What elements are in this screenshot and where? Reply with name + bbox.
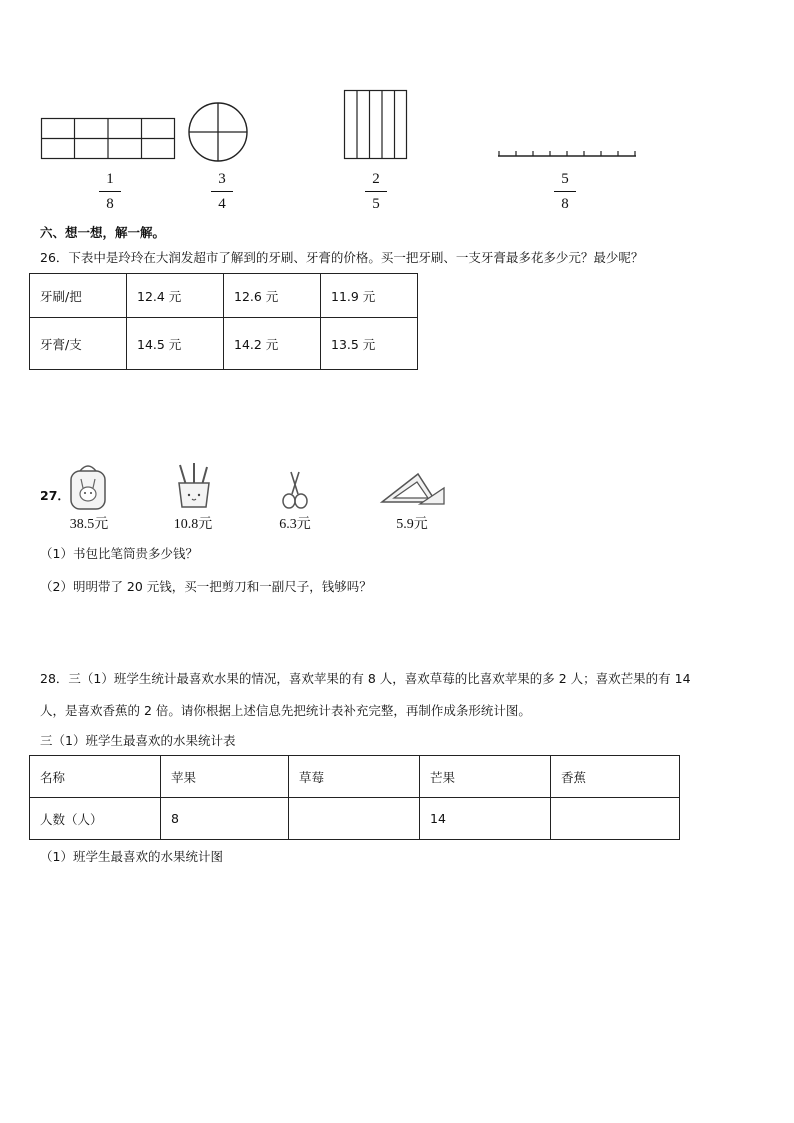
price-label: 5.9元 <box>396 517 428 532</box>
price-label: 38.5元 <box>69 517 109 532</box>
fruit-table <box>29 755 680 840</box>
question-27-sub1: （1）书包比笔筒贵多少钱？ <box>40 546 198 561</box>
price-cell: 11.9 元 <box>321 274 418 318</box>
circle-quarters-figure <box>188 102 248 162</box>
fraction-4 <box>550 170 580 213</box>
header-cell: 芒果 <box>420 756 551 798</box>
backpack-icon <box>66 463 110 511</box>
table-row <box>30 756 680 798</box>
segment-eighths-figure <box>498 148 638 160</box>
row-label: 牙刷/把 <box>30 274 127 318</box>
question-27-sub2: （2）明明带了 20 元钱，买一把剪刀和一副尺子，钱够吗？ <box>40 579 372 594</box>
fraction-2 <box>207 170 237 213</box>
numerator: 5 <box>561 171 569 187</box>
section-heading: 六、想一想，解一解。 <box>40 225 166 240</box>
price-table <box>29 273 418 370</box>
question-28-line2: 人，是喜欢香蕉的 2 倍。请你根据上述信息先把统计表补充完整，再制作成条形统计图。 <box>40 703 531 718</box>
fraction-1 <box>95 170 125 213</box>
price-cell: 13.5 元 <box>321 318 418 370</box>
count-cell: 14 <box>420 798 551 840</box>
denominator: 8 <box>106 196 114 212</box>
table-row <box>30 318 418 370</box>
price-cell: 14.5 元 <box>127 318 224 370</box>
chart-title: （1）班学生最喜欢的水果统计图 <box>40 849 223 864</box>
header-cell: 草莓 <box>289 756 420 798</box>
header-cell: 苹果 <box>161 756 289 798</box>
price-label: 10.8元 <box>173 517 213 532</box>
fraction-3 <box>361 170 391 213</box>
question-27-number: 27． <box>40 488 70 503</box>
numerator: 1 <box>106 171 114 187</box>
price-label: 6.3元 <box>279 517 311 532</box>
count-cell-blank[interactable] <box>289 798 420 840</box>
denominator: 5 <box>372 196 380 212</box>
numerator: 3 <box>218 171 226 187</box>
header-cell: 名称 <box>30 756 161 798</box>
table-row <box>30 798 680 840</box>
pencil-holder-icon <box>174 461 214 509</box>
denominator: 8 <box>561 196 569 212</box>
row-label: 牙膏/支 <box>30 318 127 370</box>
table-title: 三（1）班学生最喜欢的水果统计表 <box>40 733 236 748</box>
header-cell: 香蕉 <box>551 756 680 798</box>
row-label: 人数（人） <box>30 798 161 840</box>
price-cell: 12.4 元 <box>127 274 224 318</box>
scissors-icon <box>280 470 310 510</box>
triangle-ruler-icon <box>380 470 446 506</box>
price-cell: 12.6 元 <box>224 274 321 318</box>
numerator: 2 <box>372 171 380 187</box>
price-cell: 14.2 元 <box>224 318 321 370</box>
count-cell-blank[interactable] <box>551 798 680 840</box>
count-cell: 8 <box>161 798 289 840</box>
table-row <box>30 274 418 318</box>
question-26-text: 26．下表中是玲玲在大润发超市了解到的牙刷、牙膏的价格。买一把牙刷、一支牙膏最多花多少元？最少呢？ <box>40 250 644 265</box>
denominator: 4 <box>218 196 226 212</box>
rectangle-eighths-figure <box>41 118 175 160</box>
question-28-line1: 28．三（1）班学生统计最喜欢水果的情况，喜欢苹果的有 8 人，喜欢草莓的比喜欢苹果的多 2 人；喜欢芒果的有 14 <box>40 671 691 686</box>
rectangle-fifths-figure <box>344 90 408 160</box>
